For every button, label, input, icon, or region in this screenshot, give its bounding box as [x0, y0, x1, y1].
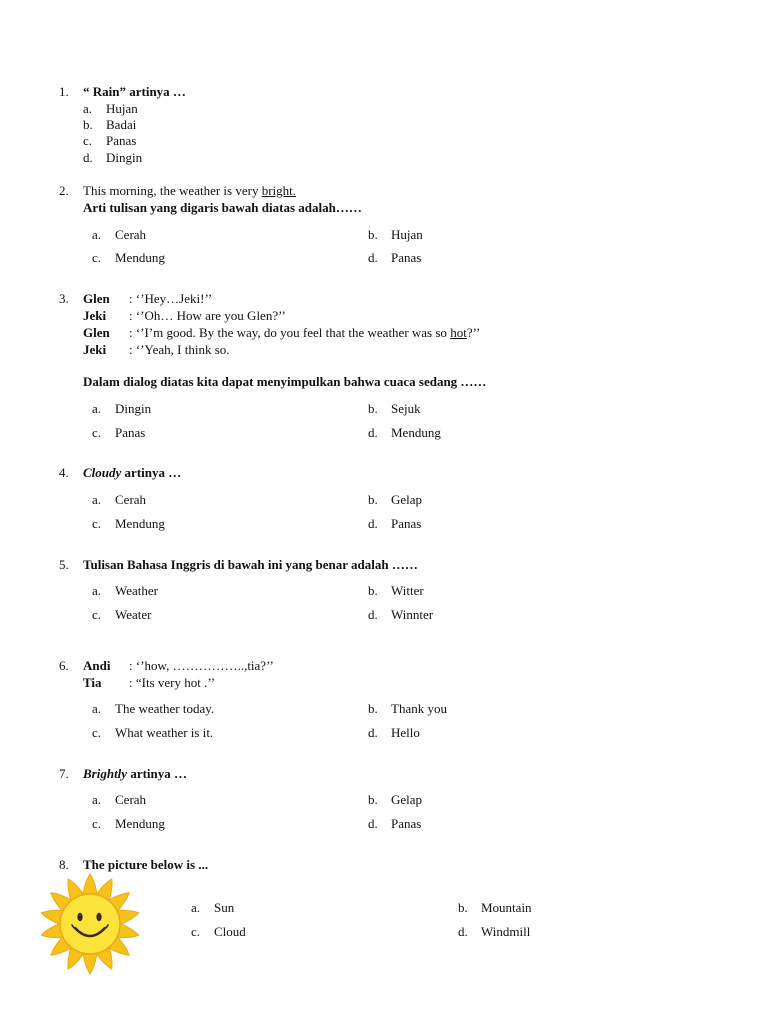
- q7-option-b-text: Gelap: [391, 792, 423, 807]
- q6-option-b-letter: b.: [368, 701, 378, 716]
- q1-option-c-text: Panas: [106, 133, 137, 148]
- q1-option-a-text: Hujan: [106, 101, 138, 116]
- q6-dialog-line-1: : ‘’how, ……………..,tia?’’: [129, 658, 274, 673]
- q3-dialog-speaker-4: Jeki: [83, 342, 107, 357]
- q4-option-a-text: Cerah: [115, 492, 147, 507]
- q2-option-a-letter: a.: [92, 227, 102, 242]
- q4-option-a-letter: a.: [92, 492, 102, 507]
- q4-option-b-text: Gelap: [391, 492, 423, 507]
- q3-dialog-line-1: : ‘’Hey…Jeki!’’: [129, 291, 213, 306]
- sun-right-eye: [96, 913, 101, 921]
- question-8-number: 8.: [59, 857, 69, 872]
- q5-option-d-letter: d.: [368, 607, 378, 622]
- q4-option-d-letter: d.: [368, 516, 378, 531]
- q2-underlined-word: bright.: [261, 183, 297, 198]
- q6-dialog-line-2: : “Its very hot .’’: [129, 675, 216, 690]
- q5-option-c-text: Weater: [115, 607, 152, 622]
- q2-option-c-letter: c.: [92, 250, 102, 265]
- question-2-sentence: [83, 183, 296, 199]
- question-5-number: 5.: [59, 557, 69, 572]
- q5-option-a-letter: a.: [92, 583, 102, 598]
- q6-option-c-text: What weather is it.: [115, 725, 214, 740]
- question-5-prompt: Tulisan Bahasa Inggris di bawah ini yang benar adalah ……: [83, 557, 418, 572]
- q7-option-a-letter: a.: [92, 792, 102, 807]
- q3-dialog-speaker-3: Glen: [83, 325, 110, 340]
- q4-option-c-text: Mendung: [115, 516, 165, 531]
- q7-option-a-text: Cerah: [115, 792, 147, 807]
- q1-option-b-letter: b.: [83, 117, 93, 132]
- q5-option-a-text: Weather: [115, 583, 158, 598]
- q7-option-d-letter: d.: [368, 816, 378, 831]
- question-7-number: 7.: [59, 766, 69, 781]
- q3-dialog-speaker-1: Glen: [83, 291, 110, 306]
- q6-option-a-letter: a.: [92, 701, 102, 716]
- q2-option-a-text: Cerah: [115, 227, 147, 242]
- q1-option-c-letter: c.: [83, 133, 93, 148]
- q3-option-d-letter: d.: [368, 425, 378, 440]
- q3-option-a-text: Dingin: [115, 401, 152, 416]
- question-2-instruction: Arti tulisan yang digaris bawah diatas adalah……: [83, 200, 362, 215]
- q7-option-c-letter: c.: [92, 816, 102, 831]
- q8-option-a-letter: a.: [191, 900, 201, 915]
- sun-face: [60, 894, 120, 954]
- q8-option-a-text: Sun: [214, 900, 235, 915]
- q1-option-a-letter: a.: [83, 101, 93, 116]
- sun-illustration: [36, 872, 144, 976]
- q3-line-3-end: ?’’: [466, 325, 481, 340]
- q6-option-b-text: Thank you: [391, 701, 447, 716]
- question-3-instruction: Dalam dialog diatas kita dapat menyimpulkan bahwa cuaca sedang ……: [83, 374, 487, 389]
- q3-option-b-text: Sejuk: [391, 401, 421, 416]
- q6-dialog-speaker-1: Andi: [83, 658, 111, 673]
- q5-option-b-letter: b.: [368, 583, 378, 598]
- question-8-prompt: The picture below is ...: [83, 857, 209, 872]
- q8-option-b-text: Mountain: [481, 900, 532, 915]
- q3-dialog-line-4: : ‘’Yeah, I think so.: [129, 342, 230, 357]
- q7-option-d-text: Panas: [391, 816, 422, 831]
- q3-dialog-line-3: [129, 325, 480, 341]
- q6-dialog-speaker-2: Tia: [83, 675, 102, 690]
- q5-option-c-letter: c.: [92, 607, 102, 622]
- q7-prompt-rest: artinya …: [127, 766, 188, 781]
- q6-option-d-letter: d.: [368, 725, 378, 740]
- q4-option-b-letter: b.: [368, 492, 378, 507]
- q2-option-b-text: Hujan: [391, 227, 423, 242]
- q8-option-c-letter: c.: [191, 924, 201, 939]
- q2-sentence-text: This morning, the weather is very: [83, 183, 262, 198]
- q6-option-d-text: Hello: [391, 725, 420, 740]
- q7-option-c-text: Mendung: [115, 816, 165, 831]
- q2-option-d-letter: d.: [368, 250, 378, 265]
- q8-option-c-text: Cloud: [214, 924, 246, 939]
- q2-option-b-letter: b.: [368, 227, 378, 242]
- q8-option-b-letter: b.: [458, 900, 468, 915]
- q6-option-c-letter: c.: [92, 725, 102, 740]
- question-1-number: 1.: [59, 84, 69, 99]
- question-7-prompt: [83, 766, 187, 782]
- q3-dialog-speaker-2: Jeki: [83, 308, 107, 323]
- q1-option-d-text: Dingin: [106, 150, 143, 165]
- q2-option-d-text: Panas: [391, 250, 422, 265]
- q8-option-d-letter: d.: [458, 924, 468, 939]
- sun-left-eye: [77, 913, 82, 921]
- q7-option-b-letter: b.: [368, 792, 378, 807]
- question-4-number: 4.: [59, 465, 69, 480]
- q2-option-c-text: Mendung: [115, 250, 165, 265]
- q8-option-d-text: Windmill: [481, 924, 531, 939]
- q1-option-d-letter: d.: [83, 150, 93, 165]
- question-6-number: 6.: [59, 658, 69, 673]
- q5-option-d-text: Winnter: [391, 607, 434, 622]
- q6-option-a-text: The weather today.: [115, 701, 215, 716]
- q3-option-c-letter: c.: [92, 425, 102, 440]
- q4-prompt-rest: artinya …: [121, 465, 182, 480]
- q1-option-b-text: Badai: [106, 117, 137, 132]
- q4-keyword: Cloudy: [83, 465, 122, 480]
- q5-option-b-text: Witter: [391, 583, 424, 598]
- question-2-number: 2.: [59, 183, 69, 198]
- q3-dialog-line-2: : ‘’Oh… How are you Glen?’’: [129, 308, 286, 323]
- q7-keyword: Brightly: [83, 766, 128, 781]
- q3-line-3-text: : ‘’I’m good. By the way, do you feel that the weather was so: [129, 325, 451, 340]
- q4-option-c-letter: c.: [92, 516, 102, 531]
- q4-option-d-text: Panas: [391, 516, 422, 531]
- q3-option-b-letter: b.: [368, 401, 378, 416]
- question-3-number: 3.: [59, 291, 69, 306]
- q3-option-c-text: Panas: [115, 425, 146, 440]
- q3-option-d-text: Mendung: [391, 425, 441, 440]
- question-1-prompt: “ Rain” artinya …: [83, 84, 186, 99]
- question-4-prompt: [83, 465, 181, 481]
- q3-underlined-word: hot: [450, 325, 467, 340]
- q3-option-a-letter: a.: [92, 401, 102, 416]
